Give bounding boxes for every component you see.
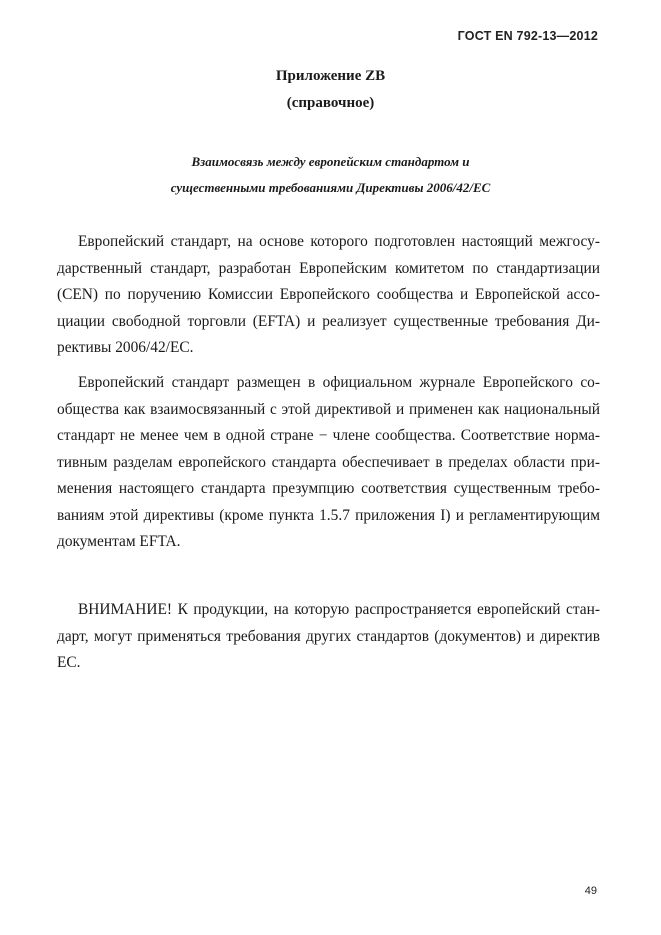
page-number: 49 <box>584 885 597 897</box>
annex-title: Приложение ZB <box>275 68 386 84</box>
body-paragraph-warning: ВНИМАНИЕ! К продукции, на которую распространяется европейский стандарт, могут применяться требования других стандартов (документов) и директив EC. <box>57 601 600 671</box>
body-paragraph-2: Европейский стандарт размещен в официальном журнале Европейского сообщества как взаимосвязанный с этой директивой и применен как национальный стандарт не менее чем в одной стране − члене сообщества. Соответствие нормативным разделам европейского стандарта обеспечивает в пределах области применения настоящего стандарта презумпцию соответствия существенным требованиям этой директивы (кроме пункта 1.5.7 приложения I) и регламентирующим документам EFTA. <box>57 374 600 550</box>
body-paragraph-1: Европейский стандарт, на основе которого подготовлен настоящий межгосударственный стандарт, разработан Европейским комитетом по стандартизации (CEN) по поручению Комиссии Европейского сообщества и Европейской ассоциации свободной торговли (EFTA) и реализует существенные требования Директивы 2006/42/EC. <box>57 233 600 356</box>
section-heading-line-1: Взаимосвязь между европейским стандартом и <box>191 154 470 169</box>
section-heading <box>0 149 661 201</box>
document-code: ГОСТ EN 792-13—2012 <box>457 29 598 43</box>
annex-subtitle: (справочное) <box>286 95 375 111</box>
section-heading-line-2: существенными требованиями Директивы 2006/42/EC <box>170 180 491 195</box>
